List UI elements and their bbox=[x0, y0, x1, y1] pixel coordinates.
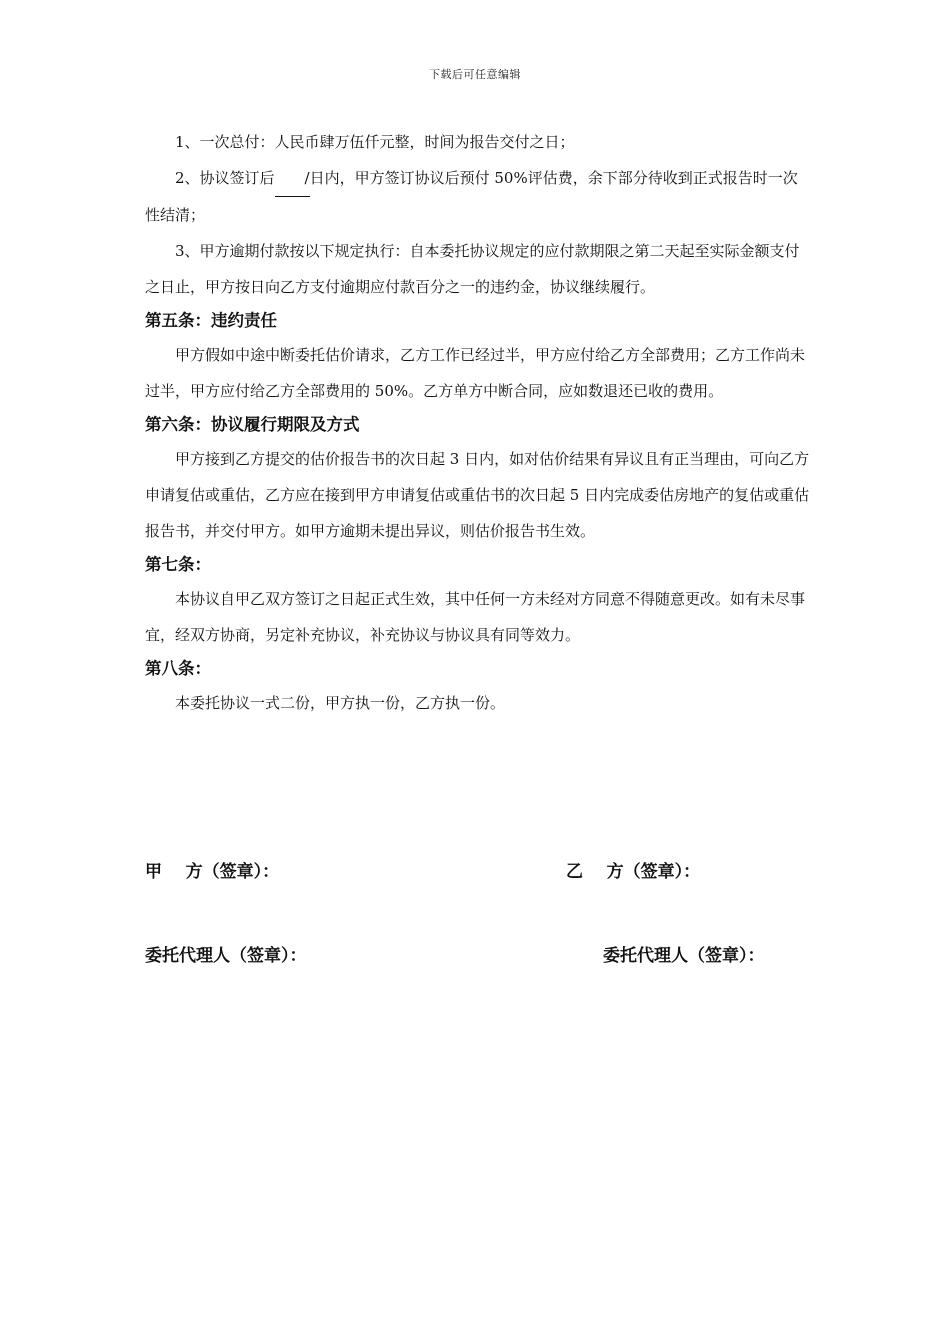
article-5-title: 第五条：违约责任 bbox=[145, 311, 277, 330]
payment-item-2-post: 日内，甲方签订协议后预付 50%评估费，余下部分待收到正式报告时一次性结清； bbox=[145, 169, 798, 224]
article-7-title: 第七条： bbox=[145, 555, 211, 574]
party-a-signature-label: 甲 方（签章）： bbox=[145, 862, 280, 882]
contract-body bbox=[145, 124, 810, 721]
payment-item-1: 1、一次总付：人民币肆万伍仟元整，时间为报告交付之日； bbox=[175, 133, 575, 151]
article-8-title: 第八条： bbox=[145, 659, 211, 678]
article-7-body: 本协议自甲乙双方签订之日起正式生效，其中任何一方未经对方同意不得随意更改。如有未尽事宜，经双方协商，另定补充协议，补充协议与协议具有同等效力。 bbox=[145, 590, 806, 644]
payment-item-3: 3、甲方逾期付款按以下规定执行：自本委托协议规定的应付款期限之第二天起至实际金额支付之日止，甲方按日向乙方支付逾期应付款百分之一的违约金，协议继续履行。 bbox=[145, 242, 800, 296]
page-header-note: 下载后可任意编辑 bbox=[429, 68, 521, 81]
article-5-body: 甲方假如中途中断委托估价请求，乙方工作已经过半，甲方应付给乙方全部费用；乙方工作尚未过半，甲方应付给乙方全部费用的 50%。乙方单方中断合同，应如数退还已收的费用。 bbox=[145, 346, 806, 400]
agent-b-signature-label: 委托代理人（签章）： bbox=[603, 946, 765, 966]
article-6-title: 第六条：协议履行期限及方式 bbox=[145, 415, 360, 434]
article-6-body: 甲方接到乙方提交的估价报告书的次日起 3 日内，如对估价结果有异议且有正当理由，可向乙方申请复估或重估，乙方应在接到甲方申请复估或重估书的次日起 5 日内完成委估房地产的复估或重估报告书，并交付甲方。如甲方逾期未提出异议，则估价报告书生效。 bbox=[145, 450, 810, 540]
payment-item-2-pre: 2、协议签订后 bbox=[175, 169, 275, 187]
agent-a-signature-label: 委托代理人（签章）： bbox=[145, 946, 307, 966]
article-8-body: 本委托协议一式二份，甲方执一份，乙方执一份。 bbox=[175, 694, 506, 712]
payment-days-blank: / bbox=[275, 160, 310, 197]
payment-item-2 bbox=[145, 160, 810, 233]
party-b-signature-label: 乙 方（签章）： bbox=[566, 862, 701, 882]
